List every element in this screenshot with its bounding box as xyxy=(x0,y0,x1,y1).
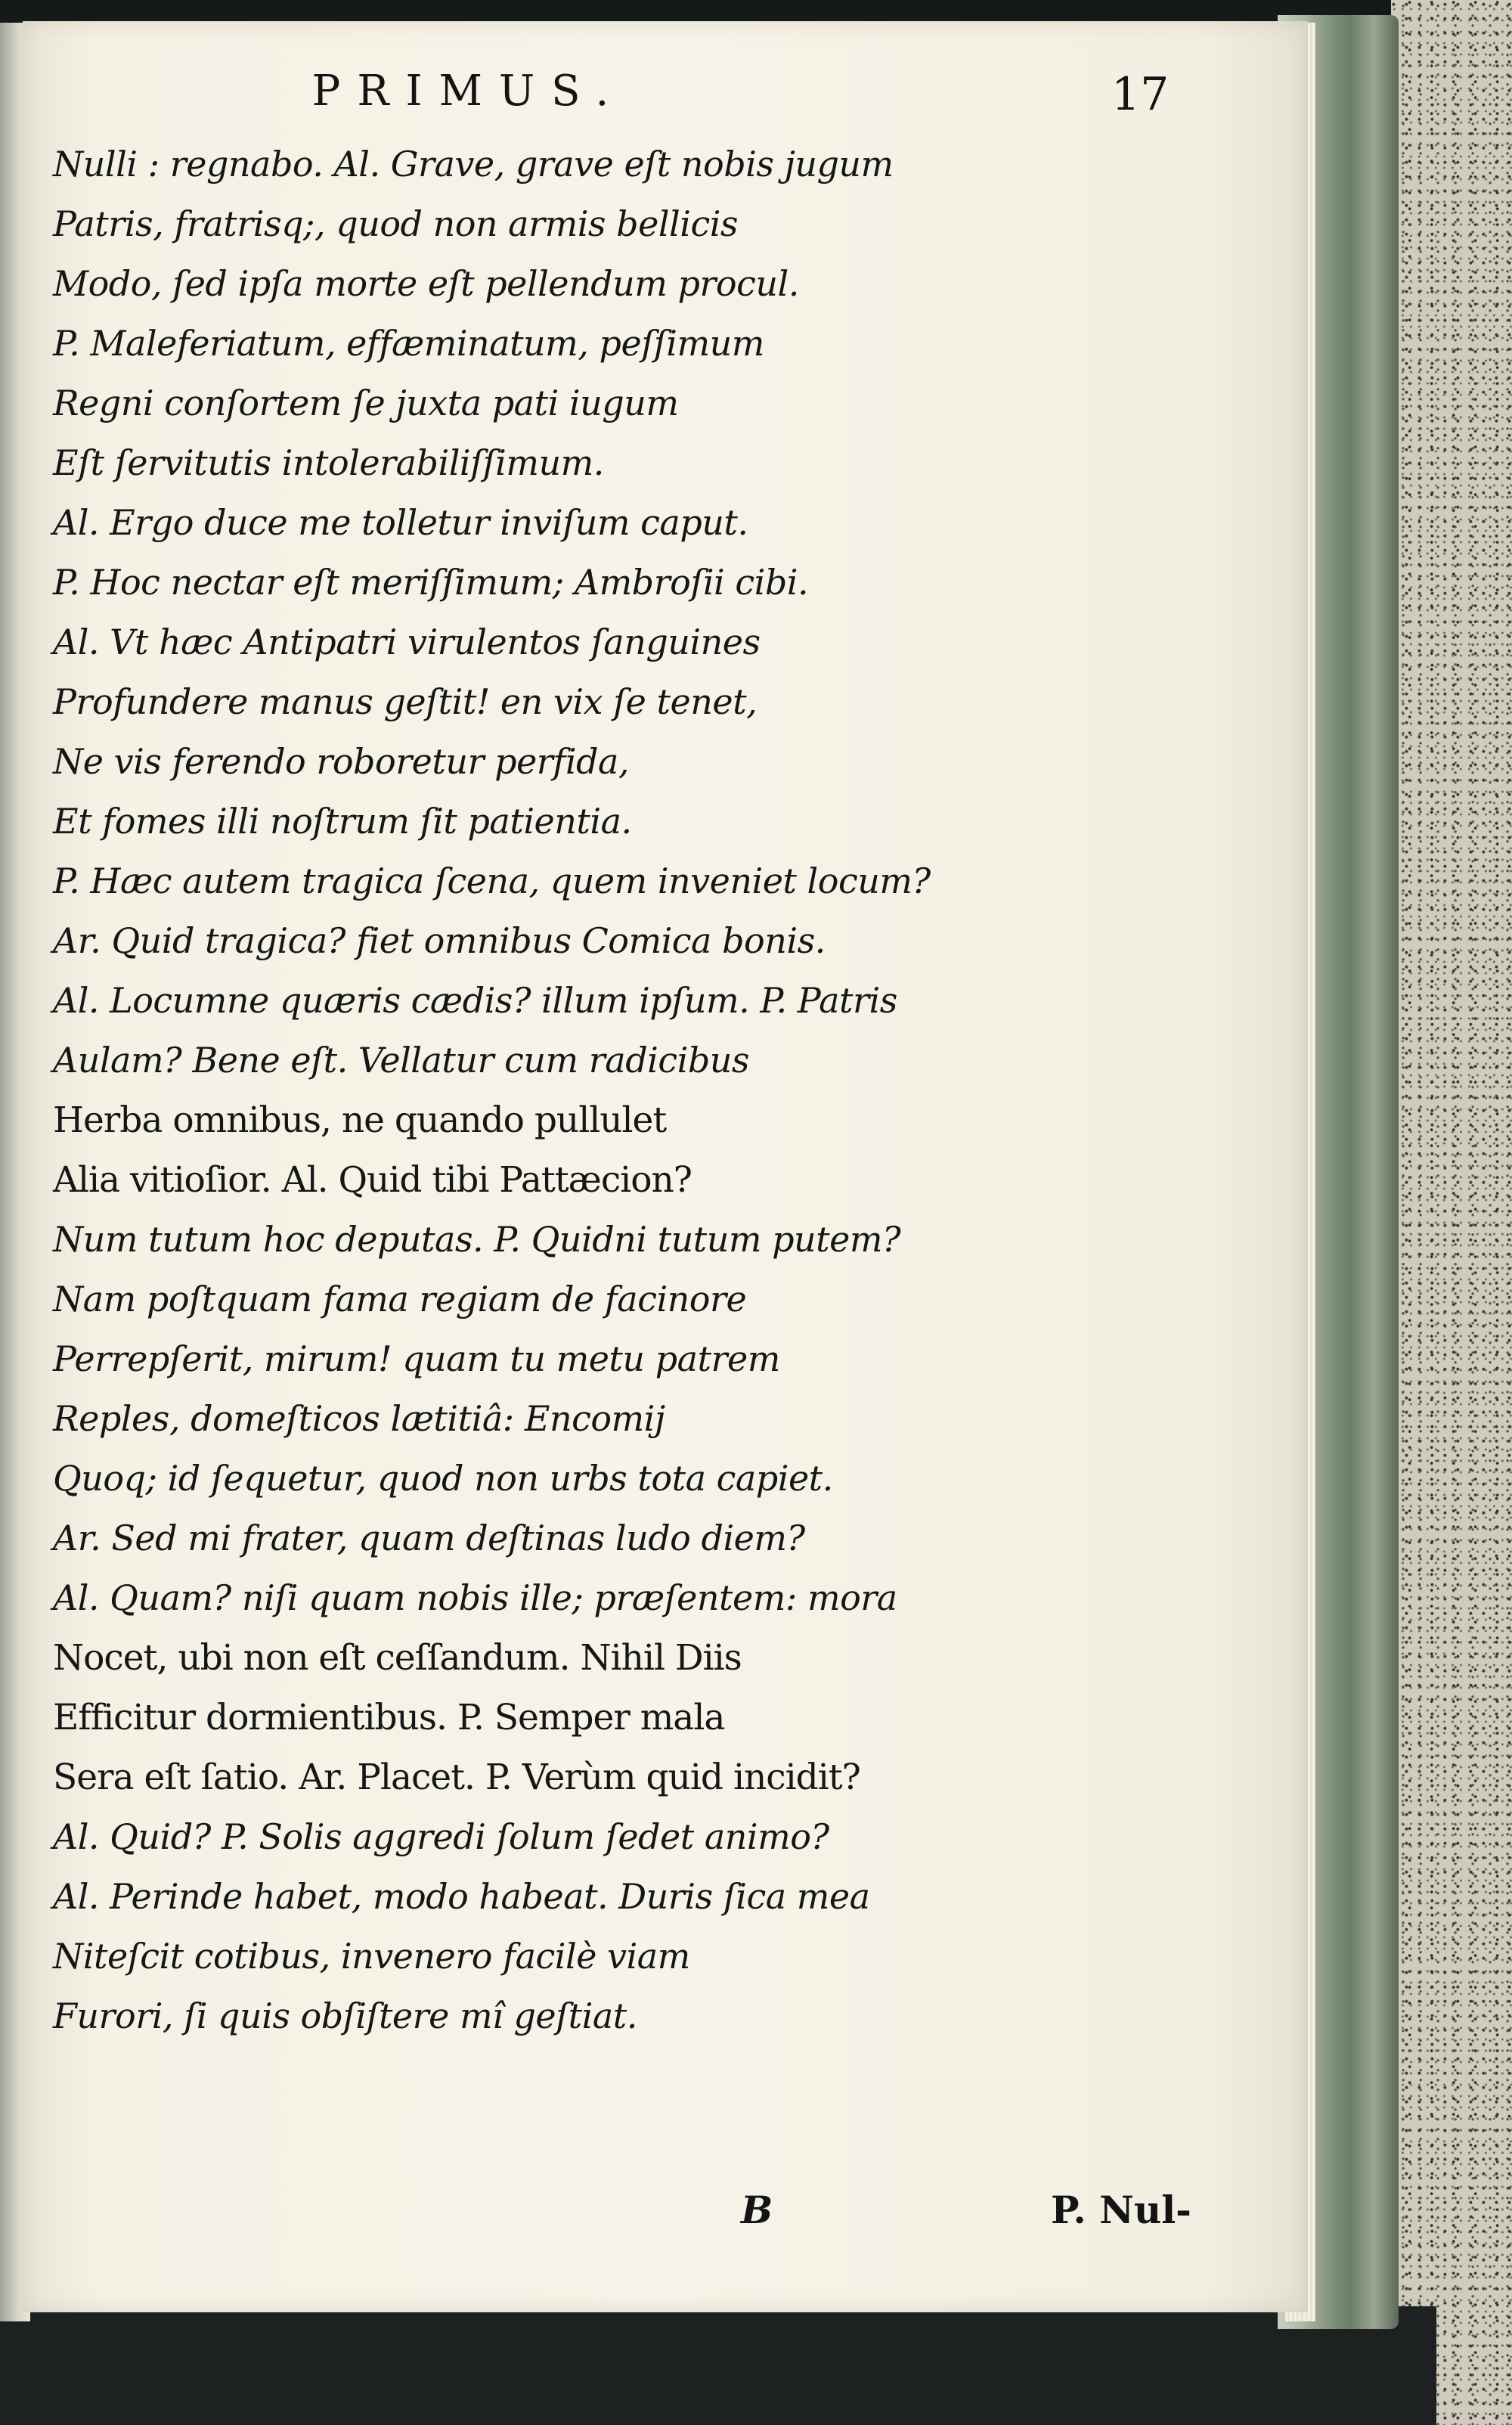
verse-line: Quoq; id ſequetur, quod non urbs tota capiet. xyxy=(53,1458,833,1499)
verse-line: Niteſcit cotibus, invenero facilè viam xyxy=(53,1936,690,1977)
verse-line: Al. Ergo duce me tolletur inviſum caput. xyxy=(53,502,748,543)
running-head: PRIMUS. xyxy=(311,67,626,116)
signature-mark: B xyxy=(741,2188,773,2232)
verse-line: Furori, ſi quis obſiſtere mî geſtiat. xyxy=(53,1996,637,2036)
verse-line: Patris, fratrisq;, quod non armis bellicis xyxy=(53,203,739,244)
background-board xyxy=(1391,0,1512,2425)
verse-line: Ar. Sed mi frater, quam deſtinas ludo diem? xyxy=(53,1518,805,1558)
verse-line: Nam poſtquam fama regiam de facinore xyxy=(53,1279,747,1319)
verse-line: Ne vis ferendo roboretur perfida, xyxy=(53,741,630,782)
verse-line: P. Hæc autem tragica ſcena, quem inveniet locum? xyxy=(53,861,931,901)
verse-line: Modo, ſed ipſa morte eſt pellendum procul. xyxy=(53,263,799,304)
verse-line: Al. Quam? niſi quam nobis ille; præſentem: mora xyxy=(53,1577,897,1618)
verse-line: Profundere manus geſtit! en vix ſe tenet, xyxy=(53,681,758,722)
verse-line: Al. Quid? P. Solis aggredi ſolum ſedet animo? xyxy=(53,1816,829,1857)
verse-line: P. Maleferiatum, effæminatum, peſſimum xyxy=(53,323,764,364)
verse-line: Nocet, ubi non eſt ceſſandum. Nihil Diis xyxy=(53,1637,742,1679)
verse-line: Al. Perinde habet, modo habeat. Duris ſica mea xyxy=(53,1876,870,1917)
verse-line: Perrepſerit, mirum! quam tu metu patrem xyxy=(53,1338,780,1379)
verse-line: Al. Vt hæc Antipatri virulentos ſanguines xyxy=(53,622,761,662)
verse-line: Eſt ſervitutis intolerabiliſſimum. xyxy=(53,442,604,483)
page-number: 17 xyxy=(1111,68,1170,121)
verse-line: P. Hoc nectar eſt meriſſimum; Ambroſii cibi. xyxy=(53,562,809,603)
verse-line: Nulli : regnabo. Al. Grave, grave eſt nobis jugum xyxy=(53,144,894,185)
binding-shadow xyxy=(0,2306,1436,2425)
verse-line: Al. Locumne quæris cædis? illum ipſum. P. Patris xyxy=(53,980,897,1021)
verse-line: Herba omnibus, ne quando pullulet xyxy=(53,1099,667,1141)
verse-line: Regni conſortem ſe juxta pati iugum xyxy=(53,383,679,423)
verse-line: Sera eſt ſatio. Ar. Placet. P. Verùm quid incidit? xyxy=(53,1757,860,1798)
verse-line: Num tutum hoc deputas. P. Quidni tutum putem? xyxy=(53,1219,901,1260)
book-page xyxy=(23,21,1308,2312)
verse-line: Ar. Quid tragica? fiet omnibus Comica bonis. xyxy=(53,920,826,961)
verse-line: Aulam? Bene eſt. Vellatur cum radicibus xyxy=(53,1040,750,1081)
verse-line: Et fomes illi noſtrum ſit patientia. xyxy=(53,801,632,842)
verse-line: Reples, domeſticos lætitiâ: Encomij xyxy=(53,1398,665,1439)
verse-line: Alia vitioſior. Al. Quid tibi Pattæcion? xyxy=(53,1159,692,1201)
verse-text-block xyxy=(53,135,1232,2046)
verse-line: Efficitur dormientibus. P. Semper mala xyxy=(53,1697,725,1738)
catchword: P. Nul- xyxy=(1051,2188,1191,2232)
